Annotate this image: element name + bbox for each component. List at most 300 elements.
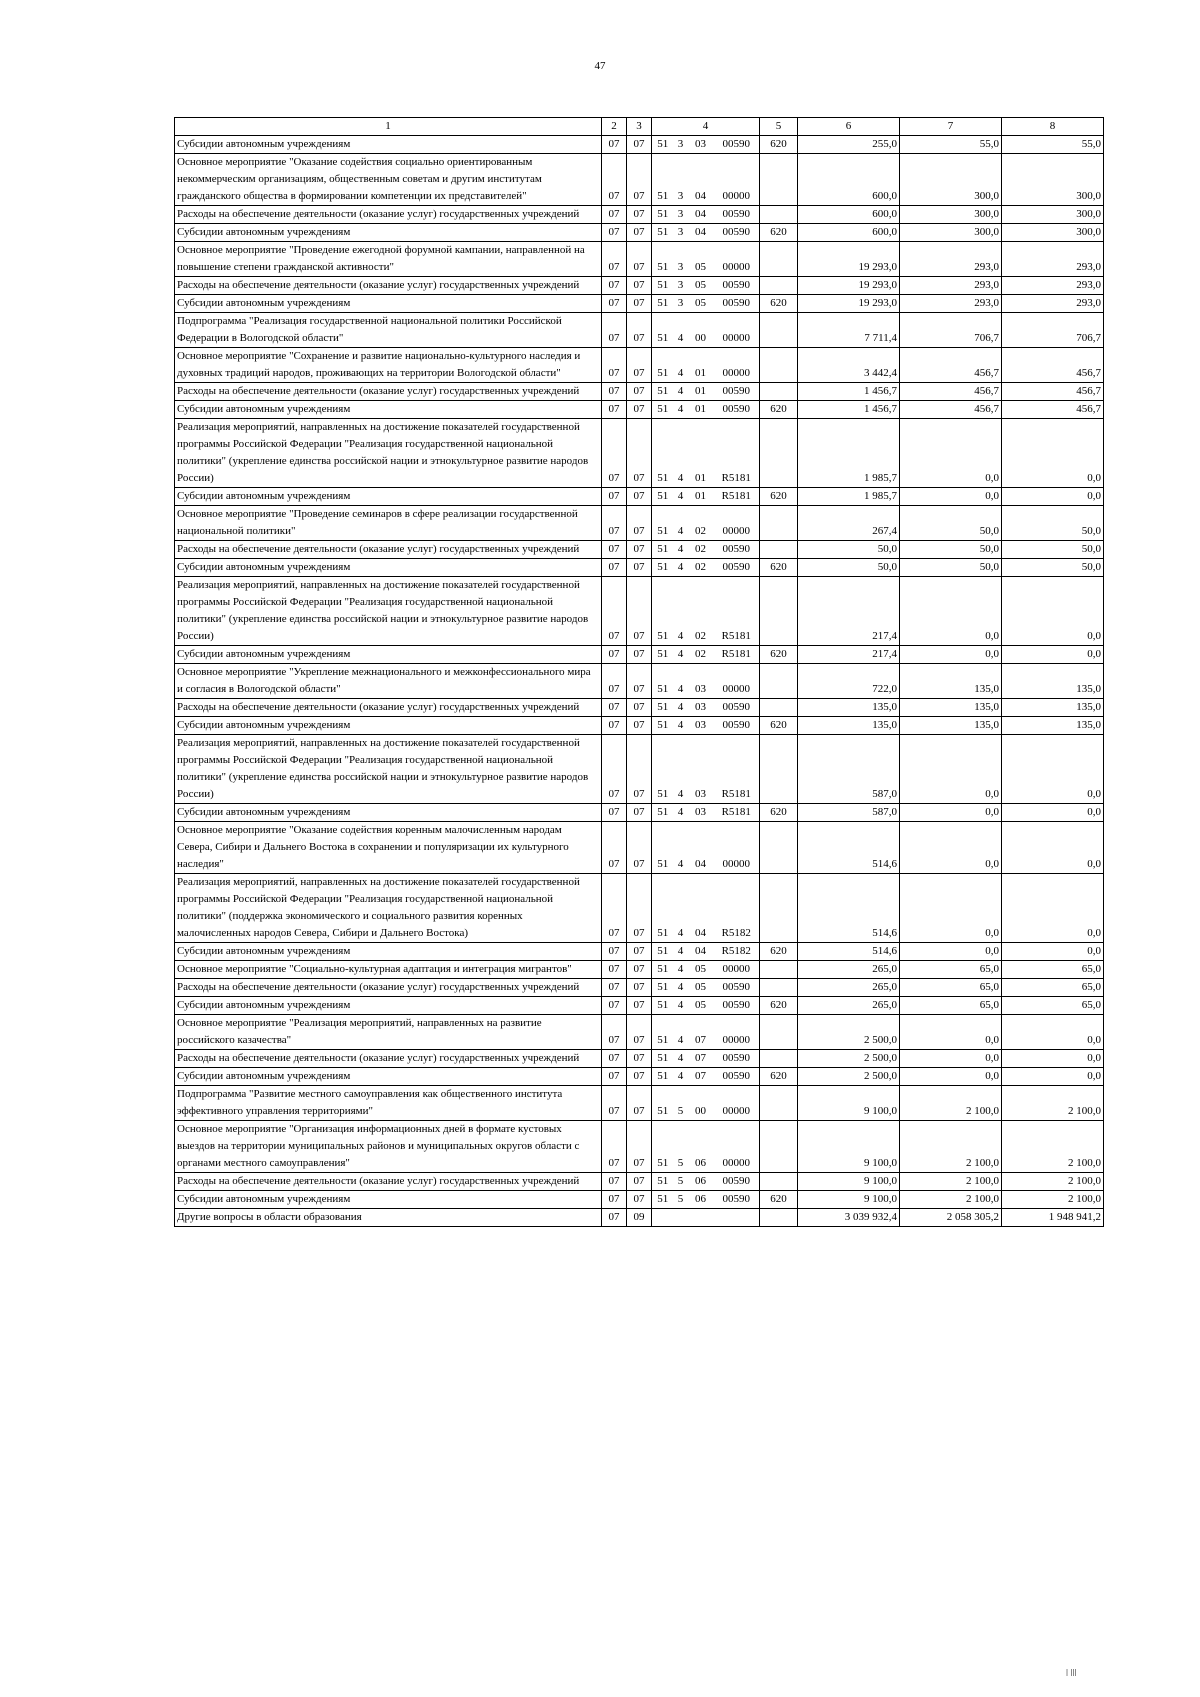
amount-year-2: 0,0 [900, 1015, 1002, 1050]
section-code: 07 [602, 136, 627, 154]
amount-year-1: 50,0 [798, 559, 900, 577]
subsection-code: 07 [627, 943, 652, 961]
table-row [175, 1086, 1104, 1121]
table-row [175, 804, 1104, 822]
row-name: Расходы на обеспечение деятельности (оказание услуг) государственных учреждений [175, 541, 602, 559]
direction-code: 00000 [714, 961, 760, 979]
expense-type-code [760, 961, 798, 979]
event-code: 03 [688, 735, 714, 804]
amount-year-1: 587,0 [798, 735, 900, 804]
row-name: Реализация мероприятий, направленных на достижение показателей государственной программы Российской Федерации "Реализация государственной национальной политики" (укрепление единства российской нации и этнокультурное развитие народов России) [175, 735, 602, 804]
amount-year-1: 19 293,0 [798, 242, 900, 277]
amount-year-2: 50,0 [900, 559, 1002, 577]
event-code: 00 [688, 1086, 714, 1121]
direction-code: R5181 [714, 577, 760, 646]
subprogram-code: 4 [674, 804, 688, 822]
direction-code: 00000 [714, 506, 760, 541]
table-row [175, 979, 1104, 997]
amount-year-3: 0,0 [1002, 804, 1104, 822]
subprogram-code: 4 [674, 1068, 688, 1086]
subsection-code: 07 [627, 313, 652, 348]
table-row [175, 154, 1104, 206]
section-code: 07 [602, 577, 627, 646]
event-code: 07 [688, 1068, 714, 1086]
amount-year-2: 65,0 [900, 961, 1002, 979]
section-code: 07 [602, 664, 627, 699]
event-code: 01 [688, 348, 714, 383]
section-code: 07 [602, 1015, 627, 1050]
program-code: 51 [652, 646, 674, 664]
subsection-code: 07 [627, 506, 652, 541]
amount-year-2: 2 058 305,2 [900, 1209, 1002, 1227]
amount-year-1: 255,0 [798, 136, 900, 154]
scan-mark: ǀ ǀǀǀ [1066, 1668, 1077, 1679]
subprogram-code: 3 [674, 154, 688, 206]
subprogram-code: 4 [674, 577, 688, 646]
program-code: 51 [652, 1015, 674, 1050]
program-code [652, 1209, 674, 1227]
program-code: 51 [652, 735, 674, 804]
amount-year-3: 2 100,0 [1002, 1173, 1104, 1191]
table-row [175, 577, 1104, 646]
row-name: Расходы на обеспечение деятельности (оказание услуг) государственных учреждений [175, 206, 602, 224]
direction-code: 00590 [714, 1050, 760, 1068]
table-row [175, 735, 1104, 804]
subprogram-code: 3 [674, 206, 688, 224]
expense-type-code [760, 348, 798, 383]
program-code: 51 [652, 997, 674, 1015]
amount-year-2: 0,0 [900, 419, 1002, 488]
amount-year-2: 0,0 [900, 804, 1002, 822]
amount-year-1: 514,6 [798, 874, 900, 943]
amount-year-3: 50,0 [1002, 559, 1104, 577]
program-code: 51 [652, 488, 674, 506]
amount-year-1: 514,6 [798, 943, 900, 961]
subprogram-code: 4 [674, 419, 688, 488]
event-code: 06 [688, 1121, 714, 1173]
expense-type-code [760, 206, 798, 224]
direction-code: 00590 [714, 1173, 760, 1191]
amount-year-2: 0,0 [900, 488, 1002, 506]
amount-year-1: 722,0 [798, 664, 900, 699]
event-code: 05 [688, 242, 714, 277]
subprogram-code: 3 [674, 242, 688, 277]
subsection-code: 07 [627, 154, 652, 206]
subprogram-code: 4 [674, 822, 688, 874]
row-name: Расходы на обеспечение деятельности (оказание услуг) государственных учреждений [175, 277, 602, 295]
subsection-code: 07 [627, 822, 652, 874]
table-row [175, 1173, 1104, 1191]
expense-type-code [760, 383, 798, 401]
amount-year-3: 0,0 [1002, 1015, 1104, 1050]
subprogram-code: 4 [674, 383, 688, 401]
amount-year-3: 0,0 [1002, 822, 1104, 874]
program-code: 51 [652, 383, 674, 401]
table-row [175, 943, 1104, 961]
expense-type-code: 620 [760, 943, 798, 961]
direction-code: 00000 [714, 313, 760, 348]
amount-year-1: 7 711,4 [798, 313, 900, 348]
direction-code: 00000 [714, 822, 760, 874]
direction-code: 00590 [714, 1068, 760, 1086]
amount-year-1: 2 500,0 [798, 1068, 900, 1086]
table-row [175, 383, 1104, 401]
amount-year-1: 265,0 [798, 997, 900, 1015]
subsection-code: 07 [627, 1191, 652, 1209]
program-code: 51 [652, 1068, 674, 1086]
expense-type-code: 620 [760, 804, 798, 822]
amount-year-1: 9 100,0 [798, 1121, 900, 1173]
amount-year-1: 1 985,7 [798, 419, 900, 488]
event-code: 05 [688, 997, 714, 1015]
table-row [175, 997, 1104, 1015]
row-name: Основное мероприятие "Организация информационных дней в формате кустовых выездов на территории муниципальных районов и муниципальных округов области с органами местного самоуправления" [175, 1121, 602, 1173]
amount-year-2: 135,0 [900, 717, 1002, 735]
amount-year-2: 0,0 [900, 1068, 1002, 1086]
table-row [175, 136, 1104, 154]
table-row [175, 961, 1104, 979]
program-code: 51 [652, 1191, 674, 1209]
amount-year-2: 2 100,0 [900, 1191, 1002, 1209]
amount-year-3: 135,0 [1002, 717, 1104, 735]
amount-year-2: 293,0 [900, 295, 1002, 313]
amount-year-3: 0,0 [1002, 1050, 1104, 1068]
subprogram-code: 4 [674, 1050, 688, 1068]
event-code: 04 [688, 874, 714, 943]
expense-type-code: 620 [760, 136, 798, 154]
program-code: 51 [652, 1121, 674, 1173]
section-code: 07 [602, 997, 627, 1015]
expense-type-code: 620 [760, 559, 798, 577]
subprogram-code: 4 [674, 506, 688, 541]
table-row [175, 348, 1104, 383]
expense-type-code [760, 1086, 798, 1121]
expense-type-code: 620 [760, 224, 798, 242]
table-row [175, 646, 1104, 664]
direction-code: 00590 [714, 206, 760, 224]
program-code: 51 [652, 136, 674, 154]
row-name: Субсидии автономным учреждениям [175, 717, 602, 735]
direction-code: R5181 [714, 735, 760, 804]
section-code: 07 [602, 506, 627, 541]
subprogram-code: 5 [674, 1086, 688, 1121]
section-code: 07 [602, 1121, 627, 1173]
expense-type-code: 620 [760, 295, 798, 313]
expense-type-code [760, 541, 798, 559]
amount-year-1: 9 100,0 [798, 1086, 900, 1121]
table-row [175, 664, 1104, 699]
event-code: 02 [688, 506, 714, 541]
expense-type-code: 620 [760, 1191, 798, 1209]
amount-year-2: 0,0 [900, 1050, 1002, 1068]
subprogram-code: 4 [674, 943, 688, 961]
row-name: Субсидии автономным учреждениям [175, 1068, 602, 1086]
subsection-code: 07 [627, 874, 652, 943]
row-name: Расходы на обеспечение деятельности (оказание услуг) государственных учреждений [175, 979, 602, 997]
amount-year-3: 293,0 [1002, 242, 1104, 277]
amount-year-2: 0,0 [900, 646, 1002, 664]
subsection-code: 07 [627, 419, 652, 488]
event-code: 05 [688, 961, 714, 979]
program-code: 51 [652, 277, 674, 295]
direction-code: R5181 [714, 419, 760, 488]
program-code: 51 [652, 943, 674, 961]
amount-year-1: 600,0 [798, 206, 900, 224]
header-cell-3: 3 [627, 118, 652, 136]
subprogram-code: 5 [674, 1173, 688, 1191]
amount-year-3: 0,0 [1002, 735, 1104, 804]
direction-code: 00000 [714, 348, 760, 383]
program-code: 51 [652, 822, 674, 874]
event-code: 07 [688, 1050, 714, 1068]
direction-code: 00590 [714, 401, 760, 419]
amount-year-3: 300,0 [1002, 206, 1104, 224]
row-name: Реализация мероприятий, направленных на достижение показателей государственной программы Российской Федерации "Реализация государственной национальной политики" (поддержка экономического и социального развития коренных малочисленных народов Севера, Сибири и Дальнего Востока) [175, 874, 602, 943]
expense-type-code [760, 874, 798, 943]
event-code: 01 [688, 401, 714, 419]
amount-year-3: 2 100,0 [1002, 1086, 1104, 1121]
direction-code: 00590 [714, 136, 760, 154]
row-name: Основное мероприятие "Оказание содействия коренным малочисленным народам Севера, Сибири и Дальнего Востока в сохранении и популяризации их культурного наследия" [175, 822, 602, 874]
subsection-code: 07 [627, 401, 652, 419]
subprogram-code: 4 [674, 559, 688, 577]
expense-type-code [760, 506, 798, 541]
amount-year-3: 65,0 [1002, 997, 1104, 1015]
section-code: 07 [602, 874, 627, 943]
subsection-code: 07 [627, 348, 652, 383]
subsection-code: 07 [627, 136, 652, 154]
amount-year-3: 50,0 [1002, 506, 1104, 541]
amount-year-2: 456,7 [900, 383, 1002, 401]
section-code: 07 [602, 277, 627, 295]
direction-code: 00590 [714, 1191, 760, 1209]
event-code: 02 [688, 541, 714, 559]
section-code: 07 [602, 224, 627, 242]
direction-code: 00590 [714, 224, 760, 242]
amount-year-1: 3 039 932,4 [798, 1209, 900, 1227]
subprogram-code: 4 [674, 401, 688, 419]
subsection-code: 07 [627, 717, 652, 735]
row-name: Субсидии автономным учреждениям [175, 224, 602, 242]
direction-code: 00590 [714, 717, 760, 735]
expense-type-code: 620 [760, 717, 798, 735]
event-code: 02 [688, 559, 714, 577]
program-code: 51 [652, 979, 674, 997]
amount-year-2: 706,7 [900, 313, 1002, 348]
subprogram-code: 4 [674, 699, 688, 717]
table-row [175, 313, 1104, 348]
section-code: 07 [602, 206, 627, 224]
amount-year-2: 0,0 [900, 943, 1002, 961]
subprogram-code: 3 [674, 295, 688, 313]
row-name: Реализация мероприятий, направленных на достижение показателей государственной программы Российской Федерации "Реализация государственной национальной политики" (укрепление единства российской нации и этнокультурное развитие народов России) [175, 577, 602, 646]
subprogram-code: 4 [674, 488, 688, 506]
direction-code: 00590 [714, 699, 760, 717]
subprogram-code: 4 [674, 646, 688, 664]
section-code: 07 [602, 488, 627, 506]
section-code: 07 [602, 1068, 627, 1086]
amount-year-2: 0,0 [900, 735, 1002, 804]
expense-type-code [760, 277, 798, 295]
table-row [175, 224, 1104, 242]
table-row [175, 488, 1104, 506]
subprogram-code: 4 [674, 313, 688, 348]
program-code: 51 [652, 154, 674, 206]
program-code: 51 [652, 717, 674, 735]
row-name: Основное мероприятие "Сохранение и развитие национально-культурного наследия и духовных традиций народов, проживающих на территории Вологодской области" [175, 348, 602, 383]
row-name: Субсидии автономным учреждениям [175, 559, 602, 577]
event-code: 04 [688, 206, 714, 224]
subprogram-code: 4 [674, 348, 688, 383]
table-row [175, 822, 1104, 874]
amount-year-3: 293,0 [1002, 295, 1104, 313]
direction-code: 00590 [714, 541, 760, 559]
program-code: 51 [652, 295, 674, 313]
amount-year-1: 2 500,0 [798, 1015, 900, 1050]
program-code: 51 [652, 506, 674, 541]
section-code: 07 [602, 383, 627, 401]
amount-year-3: 0,0 [1002, 1068, 1104, 1086]
amount-year-2: 135,0 [900, 699, 1002, 717]
amount-year-2: 456,7 [900, 401, 1002, 419]
event-code: 03 [688, 804, 714, 822]
amount-year-2: 135,0 [900, 664, 1002, 699]
expense-type-code [760, 242, 798, 277]
header-cell-6: 6 [798, 118, 900, 136]
expense-type-code: 620 [760, 997, 798, 1015]
table-row [175, 242, 1104, 277]
expense-type-code: 620 [760, 401, 798, 419]
expense-type-code [760, 664, 798, 699]
amount-year-1: 265,0 [798, 961, 900, 979]
amount-year-3: 0,0 [1002, 646, 1104, 664]
section-code: 07 [602, 295, 627, 313]
event-code: 04 [688, 154, 714, 206]
program-code: 51 [652, 1050, 674, 1068]
table-row [175, 401, 1104, 419]
section-code: 07 [602, 401, 627, 419]
program-code: 51 [652, 348, 674, 383]
amount-year-3: 456,7 [1002, 383, 1104, 401]
amount-year-1: 1 985,7 [798, 488, 900, 506]
row-name: Подпрограмма "Развитие местного самоуправления как общественного института эффективного управления территориями" [175, 1086, 602, 1121]
amount-year-3: 293,0 [1002, 277, 1104, 295]
row-name: Основное мероприятие "Социально-культурная адаптация и интеграция мигрантов" [175, 961, 602, 979]
amount-year-2: 2 100,0 [900, 1121, 1002, 1173]
section-code: 07 [602, 1086, 627, 1121]
row-name: Основное мероприятие "Проведение ежегодной форумной кампании, направленной на повышение степени гражданской активности" [175, 242, 602, 277]
section-code: 07 [602, 822, 627, 874]
header-cell-1: 1 [175, 118, 602, 136]
subsection-code: 07 [627, 1173, 652, 1191]
subsection-code: 07 [627, 664, 652, 699]
program-code: 51 [652, 804, 674, 822]
expense-type-code [760, 1209, 798, 1227]
direction-code: 00000 [714, 154, 760, 206]
table-row [175, 1209, 1104, 1227]
row-name: Расходы на обеспечение деятельности (оказание услуг) государственных учреждений [175, 1173, 602, 1191]
amount-year-3: 2 100,0 [1002, 1121, 1104, 1173]
subprogram-code: 3 [674, 277, 688, 295]
table-row [175, 559, 1104, 577]
subprogram-code [674, 1209, 688, 1227]
section-code: 07 [602, 1191, 627, 1209]
amount-year-2: 293,0 [900, 277, 1002, 295]
expense-type-code [760, 154, 798, 206]
direction-code: 00590 [714, 295, 760, 313]
subsection-code: 07 [627, 699, 652, 717]
direction-code: 00000 [714, 1015, 760, 1050]
program-code: 51 [652, 224, 674, 242]
expense-type-code [760, 822, 798, 874]
section-code: 07 [602, 559, 627, 577]
header-row [175, 118, 1104, 136]
direction-code: 00000 [714, 242, 760, 277]
event-code: 01 [688, 419, 714, 488]
row-name: Субсидии автономным учреждениям [175, 646, 602, 664]
amount-year-3: 300,0 [1002, 154, 1104, 206]
program-code: 51 [652, 664, 674, 699]
section-code: 07 [602, 646, 627, 664]
amount-year-1: 600,0 [798, 154, 900, 206]
amount-year-3: 0,0 [1002, 874, 1104, 943]
amount-year-1: 265,0 [798, 979, 900, 997]
amount-year-2: 50,0 [900, 506, 1002, 541]
subprogram-code: 3 [674, 224, 688, 242]
amount-year-3: 55,0 [1002, 136, 1104, 154]
amount-year-2: 300,0 [900, 224, 1002, 242]
section-code: 07 [602, 313, 627, 348]
amount-year-1: 19 293,0 [798, 295, 900, 313]
row-name: Основное мероприятие "Оказание содействия социально ориентированным некоммерческим организациям, общественным советам и другим институтам гражданского общества в формировании компетенции их представителей" [175, 154, 602, 206]
section-code: 07 [602, 242, 627, 277]
program-code: 51 [652, 206, 674, 224]
event-code: 06 [688, 1191, 714, 1209]
table-row [175, 419, 1104, 488]
section-code: 07 [602, 419, 627, 488]
subprogram-code: 3 [674, 136, 688, 154]
amount-year-1: 2 500,0 [798, 1050, 900, 1068]
row-name: Субсидии автономным учреждениям [175, 997, 602, 1015]
subsection-code: 07 [627, 1015, 652, 1050]
table-row [175, 699, 1104, 717]
amount-year-1: 600,0 [798, 224, 900, 242]
row-name: Расходы на обеспечение деятельности (оказание услуг) государственных учреждений [175, 1050, 602, 1068]
header-cell-4: 4 [652, 118, 760, 136]
row-name: Подпрограмма "Реализация государственной национальной политики Российской Федерации в Вологодской области" [175, 313, 602, 348]
row-name: Субсидии автономным учреждениям [175, 401, 602, 419]
subsection-code: 07 [627, 804, 652, 822]
table-row [175, 717, 1104, 735]
subsection-code: 07 [627, 577, 652, 646]
row-name: Другие вопросы в области образования [175, 1209, 602, 1227]
section-code: 07 [602, 154, 627, 206]
expense-type-code [760, 1121, 798, 1173]
direction-code: R5181 [714, 646, 760, 664]
subprogram-code: 4 [674, 961, 688, 979]
amount-year-3: 2 100,0 [1002, 1191, 1104, 1209]
subsection-code: 07 [627, 1050, 652, 1068]
amount-year-2: 55,0 [900, 136, 1002, 154]
amount-year-1: 217,4 [798, 577, 900, 646]
event-code: 03 [688, 136, 714, 154]
header-cell-8: 8 [1002, 118, 1104, 136]
row-name: Основное мероприятие "Реализация мероприятий, направленных на развитие российского казачества" [175, 1015, 602, 1050]
table-row [175, 206, 1104, 224]
amount-year-3: 0,0 [1002, 943, 1104, 961]
table-row [175, 874, 1104, 943]
section-code: 07 [602, 1173, 627, 1191]
